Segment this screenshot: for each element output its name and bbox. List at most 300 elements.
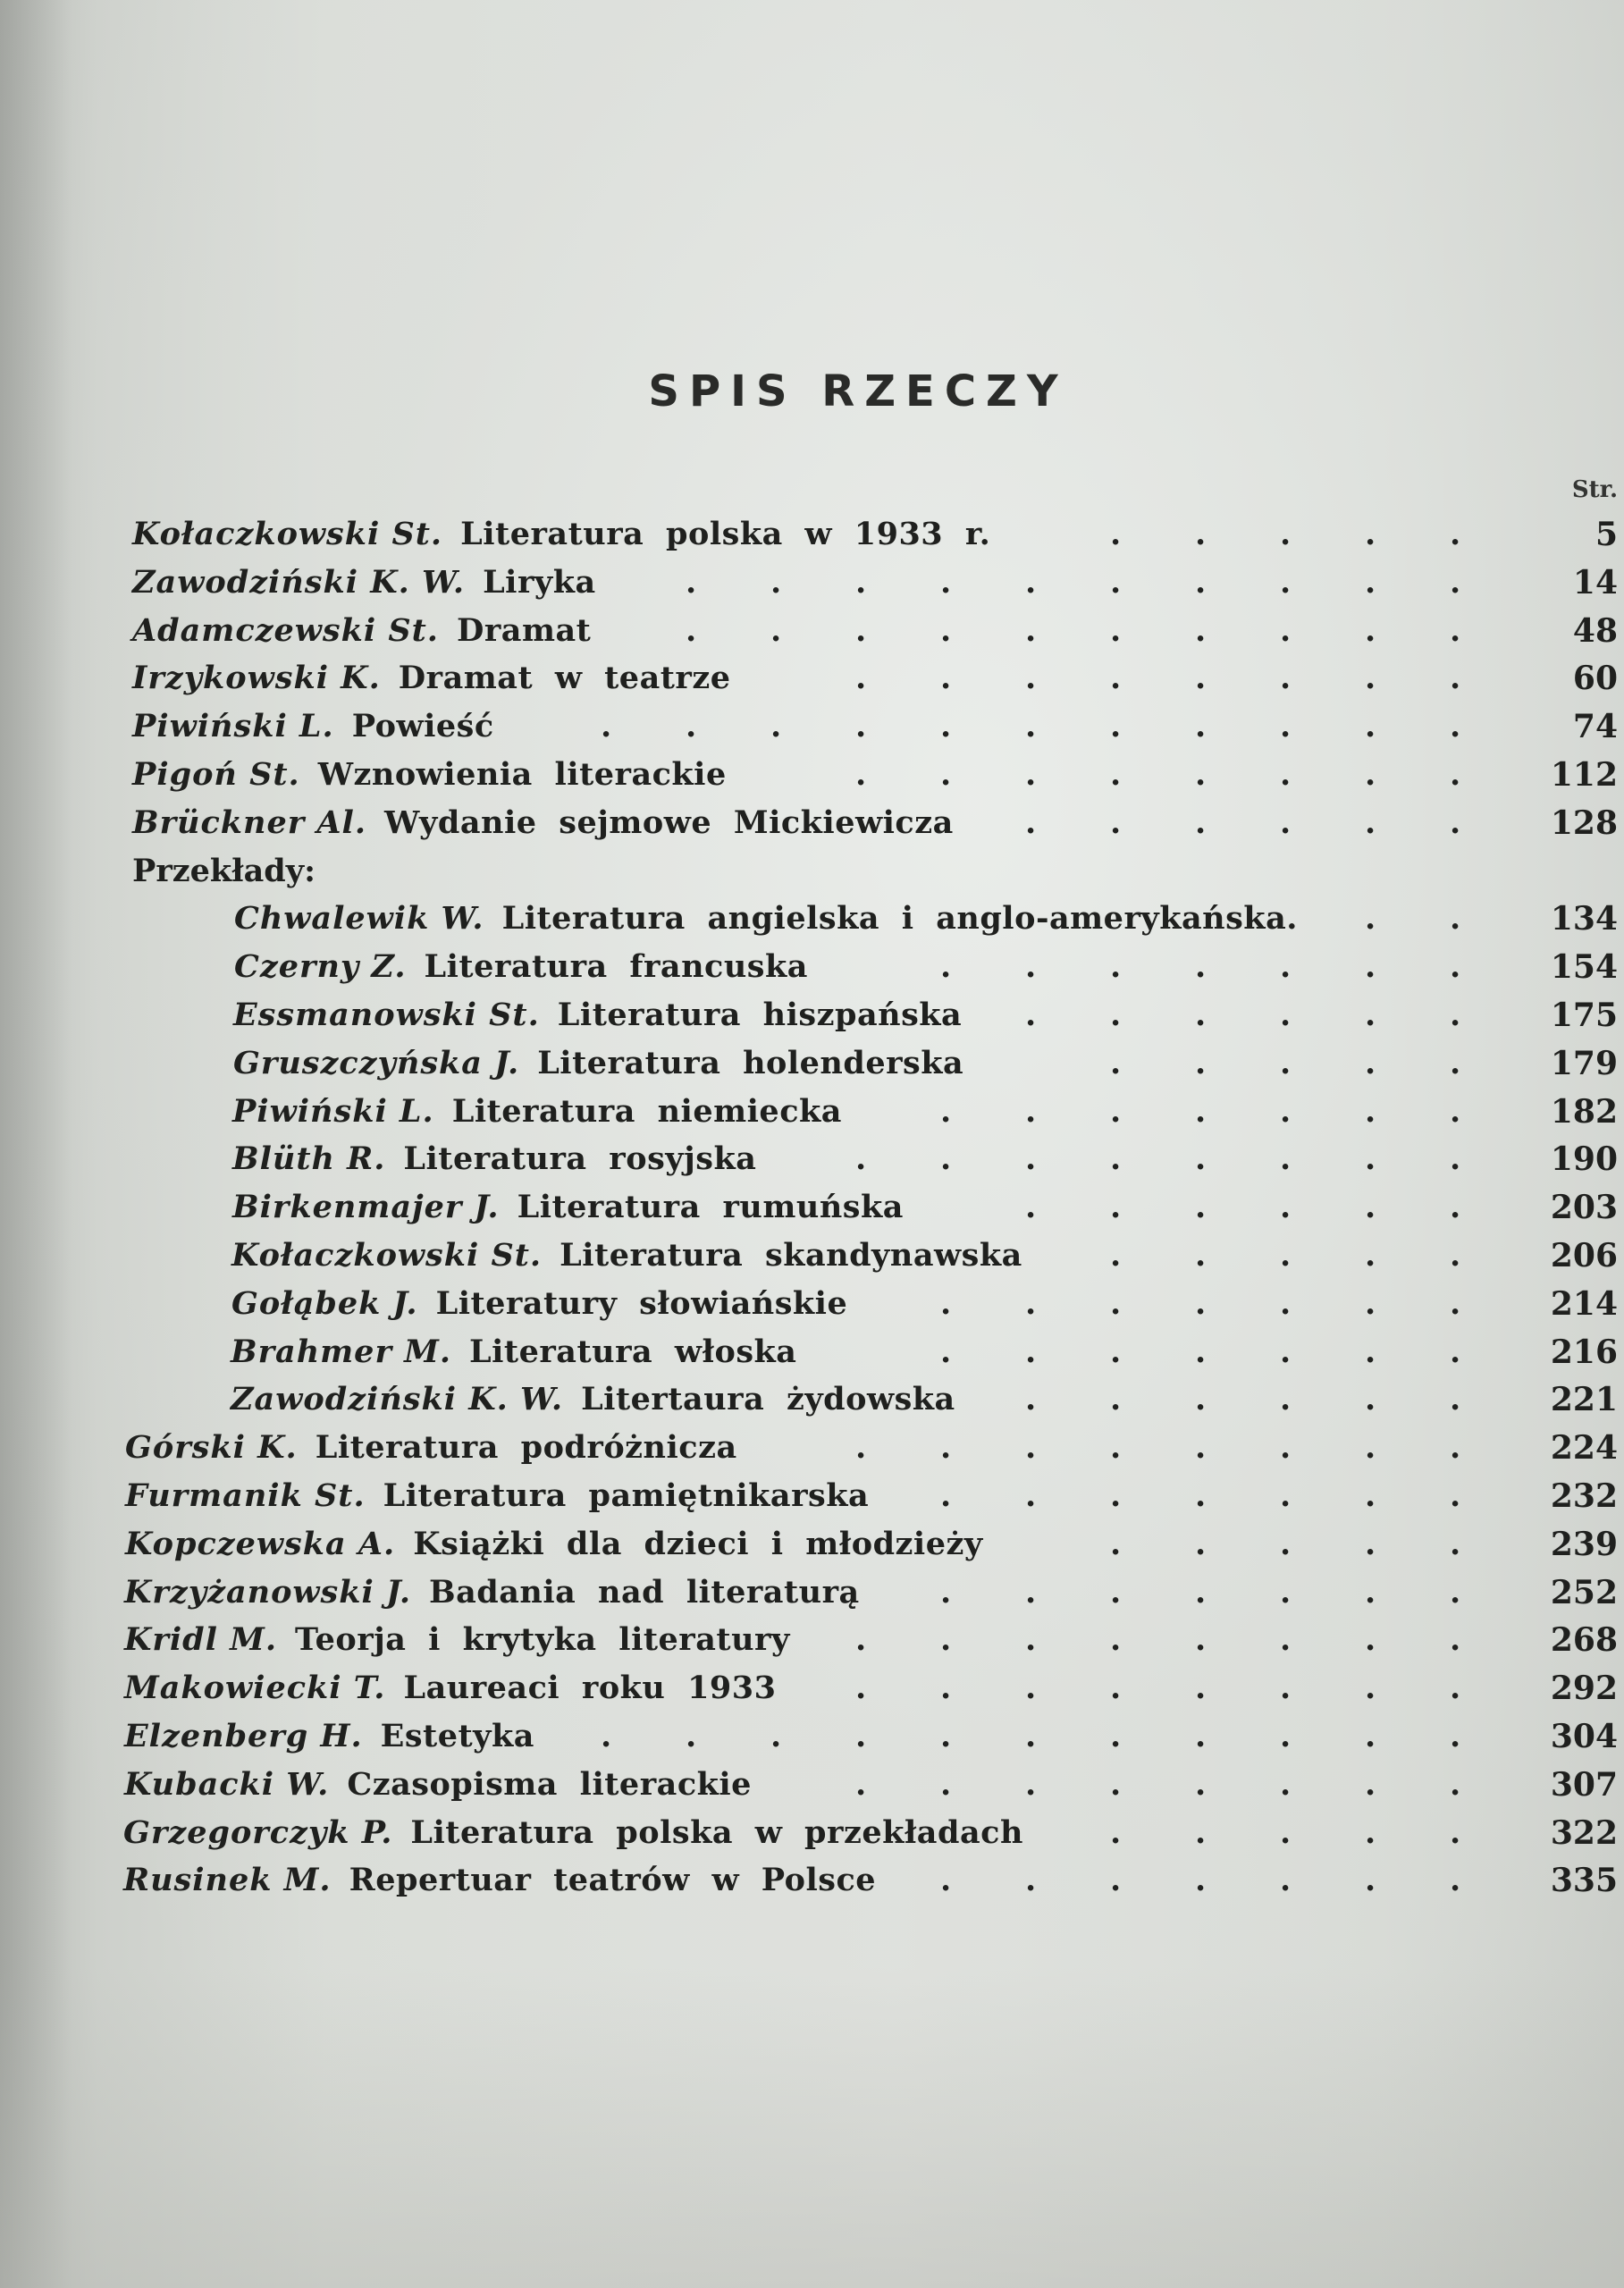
leader-dot: . [1280,1189,1292,1226]
leader-dot: . [1025,1092,1037,1130]
toc-entry-page-number: 14 [1572,563,1618,601]
leader-dot: . [1365,803,1376,841]
toc-entry-title: Literatura podróżnicza [315,1429,737,1467]
leader-dot: . [1280,660,1292,697]
leader-dot: . [1195,1044,1207,1081]
toc-entry-text [124,1762,752,1807]
leader-dot: . [855,611,867,649]
leader-dot: . [1195,1237,1207,1274]
leader-dot: . [1195,756,1207,793]
toc-entry-title: Powieść [351,708,494,745]
toc-entry-author: Brahmer M. [231,1333,452,1370]
toc-entry-page-number: 60 [1572,660,1618,698]
leader-dot: . [1110,563,1122,601]
toc-entry-author: Blüth R. [232,1140,386,1178]
leader-dot: . [1450,1381,1461,1418]
leader-dot: . [1280,756,1292,793]
leader-dot: . [1025,1284,1037,1322]
leader-dot: . [1365,660,1376,697]
leader-dot: . [855,1670,867,1707]
toc-entry [0,1714,1624,1759]
leader-dot: . [1365,756,1376,793]
leader-dot: . [1450,1621,1461,1659]
leader-dot: . [940,1862,952,1899]
leader-dot: . [1110,803,1122,841]
leader-dot: . [1280,948,1292,986]
toc-entry-text [132,753,727,797]
leader-dot: . [1450,611,1461,649]
leader-dot: . [1450,1140,1461,1178]
toc-entry-page-number: 190 [1550,1140,1618,1179]
leader-dot: . [1450,516,1461,552]
toc-entry-title: Literatura skandynawska [560,1237,1022,1274]
leader-dot: . [855,660,867,697]
leader-dot: . [1110,1284,1122,1322]
leader-dot: . [1280,708,1292,745]
toc-entry-text [233,1041,963,1086]
leader-dot: . [1450,756,1461,793]
toc-entry-text [232,1089,842,1134]
leader-dot: . [1195,1189,1207,1226]
leader-dot: . [1365,1621,1376,1659]
leader-dot: . [1450,1189,1461,1226]
toc-entry-author: Zawodziński K. W. [132,563,466,601]
leader-dot: . [1365,1813,1376,1851]
leader-dot: . [1280,1140,1292,1178]
leader-dot: . [940,611,952,649]
page-column-label: Str. [1571,476,1618,503]
leader-dot: . [1025,611,1037,649]
leader-dot: . [855,708,867,745]
leader-dot: . [686,708,697,745]
leader-dot: . [1025,803,1037,841]
leader-dot: . [1450,1333,1461,1370]
toc-entry-text [232,1185,904,1230]
toc-entry [0,1666,1624,1711]
toc-entry-text [132,656,731,701]
toc-entry [0,1426,1624,1470]
leader-dot: . [601,1718,612,1754]
leader-dot: . [1365,1525,1376,1562]
toc-entry [0,1570,1624,1615]
leader-dot: . [1280,1718,1292,1754]
leader-dot: . [1365,1237,1376,1274]
leader-dot: . [940,1140,952,1178]
leader-dot: . [1365,1381,1376,1418]
toc-entry-text [132,560,596,605]
leader-dot: . [940,1621,952,1659]
toc-entry-author: Kołaczkowski St. [231,1237,543,1274]
toc-entry-title: Literatury słowiańskie [435,1284,848,1322]
toc-entry-author: Rusinek M. [123,1862,332,1899]
leader-dot: . [1110,1333,1122,1370]
toc-entry-page-number: 232 [1550,1477,1618,1515]
leader-dot: . [1025,1765,1037,1803]
toc-entry [0,512,1624,557]
leader-dot: . [1025,563,1037,601]
leader-dot: . [770,1718,782,1754]
toc-entry-text [124,1666,776,1711]
leader-dot: . [940,948,952,986]
leader-dot: . [1365,1670,1376,1707]
toc-entry-text [231,1282,847,1326]
toc-entry-text [125,1474,869,1518]
toc-entry-author: Makowiecki T. [124,1670,386,1707]
leader-dot: . [855,1718,867,1754]
leader-dot: . [1195,803,1207,841]
leader-dot: . [1025,1862,1037,1899]
toc-entry-title: Dramat w teatrze [398,660,731,697]
leader-dot: . [1025,1718,1037,1754]
toc-entry-title: Dramat [457,611,592,649]
toc-entry [0,1282,1624,1326]
toc-entry-title: Literatura pamiętnikarska [383,1477,870,1514]
toc-entry [0,1041,1624,1086]
toc-entry-page-number: 112 [1550,756,1618,794]
toc-entry-author: Chwalewik W. [234,900,484,938]
toc-entry-text [234,896,1298,941]
leader-dot: . [1450,803,1461,841]
toc-entry-title: Laureaci roku 1933 [403,1670,777,1707]
leader-dot: . [1280,1813,1292,1851]
leader-dot: . [1110,1044,1122,1081]
toc-entry-title: Książki dla dzieci i młodzieży [413,1525,983,1562]
toc-entry-title: Literatura rumuńska [517,1189,904,1226]
toc-entry-title: Literatura włoska [469,1333,797,1370]
leader-dot: . [1280,1525,1292,1562]
leader-dot: . [1450,1477,1461,1514]
toc-entry-text [234,945,808,989]
leader-dot: . [1110,948,1122,986]
leader-dot: . [1365,1573,1376,1611]
leader-dot: . [1110,1670,1122,1707]
toc-entry-author: Essmanowski St. [233,997,540,1033]
leader-dot: . [1280,1092,1292,1130]
leader-dot: . [1110,1429,1122,1467]
leader-dot: . [855,756,867,793]
toc-entry [0,945,1624,989]
leader-dot: . [1365,1862,1376,1899]
leader-dot: . [1195,1621,1207,1659]
toc-entry-text [125,1522,983,1567]
leader-dot: . [1195,1573,1207,1611]
toc-entry-title: Teorja i krytyka literatury [295,1621,790,1659]
leader-dot: . [1195,1381,1207,1418]
toc-entry-author: Górski K. [125,1429,298,1467]
toc-entry [0,753,1624,797]
leader-dot: . [1195,516,1207,552]
toc-entry [0,1811,1624,1855]
toc-entry-page-number: 304 [1550,1718,1618,1755]
leader-dot: . [1365,1333,1376,1370]
leader-dot: . [1110,1189,1122,1226]
leader-dot: . [1110,660,1122,697]
leader-dot: . [940,708,952,745]
leader-dot: . [940,756,952,793]
toc-entry-title: Czasopisma literackie [347,1765,752,1803]
toc-entry [0,1474,1624,1518]
leader-dot: . [1110,1718,1122,1754]
toc-entry-author: Krzyżanowski J. [124,1573,412,1611]
toc-entry-author: Zawodziński K. W. [231,1381,564,1418]
toc-entry-page-number: 48 [1572,611,1618,650]
toc-entry [0,1330,1624,1375]
leader-dot: . [940,563,952,601]
toc-entry-title: Literatura polska w przekładach [410,1813,1023,1851]
toc-entry-page-number: 307 [1550,1765,1618,1804]
page-title: SPIS RZECZY [648,366,1068,416]
toc-entry-author: Furmanik St. [125,1477,366,1514]
leader-dot: . [1450,708,1461,745]
leader-dot: . [1280,803,1292,841]
leader-dot: . [940,1573,952,1611]
toc-entry-title: Liryka [483,563,596,601]
toc-entry-author: Kołaczkowski St. [132,516,443,552]
leader-dot: . [1280,1429,1292,1467]
leader-dot: . [1280,1284,1292,1322]
leader-dot: . [855,1140,867,1178]
leader-dot: . [1110,997,1122,1033]
toc-entry-author: Gruszczyńska J. [233,1044,520,1081]
leader-dot: . [940,1429,952,1467]
toc-entry [0,1858,1624,1903]
leader-dot: . [1110,1477,1122,1514]
leader-dot: . [1025,1381,1037,1418]
leader-dot: . [1025,948,1037,986]
leader-dot: . [1280,516,1292,552]
toc-entry-author: Piwiński L. [132,708,334,745]
leader-dot: . [1110,1092,1122,1130]
toc-entry-author: Irzykowski K. [132,660,381,697]
leader-dot: . [1450,1284,1461,1322]
leader-dot: . [1280,997,1292,1033]
leader-dot: . [940,660,952,697]
leader-dot: . [1450,1092,1461,1130]
leader-dot: . [1025,708,1037,745]
toc-entry [0,560,1624,605]
toc-entry-text [231,1233,1022,1278]
leader-dot: . [1195,1765,1207,1803]
leader-dot: . [1195,948,1207,986]
toc-entry-author: Birkenmajer J. [232,1189,500,1226]
leader-dot: . [1450,1525,1461,1562]
toc-entry-author: Gołąbek J. [231,1284,418,1322]
leader-dot: . [1195,1429,1207,1467]
toc-entry-title: Repertuar teatrów w Polsce [349,1862,877,1899]
leader-dot: . [1280,1381,1292,1418]
toc-entry-page-number: 74 [1572,708,1618,746]
leader-dot: . [1195,1092,1207,1130]
toc-entry-page-number: 154 [1550,948,1618,987]
leader-dot: . [1110,1765,1122,1803]
leader-dot: . [1025,1670,1037,1707]
toc-entry-page-number: 5 [1595,516,1618,553]
toc-entry [0,801,1624,845]
toc-entry-page-number: 216 [1550,1333,1618,1371]
leader-dot: . [1195,1813,1207,1851]
leader-dot: . [1280,563,1292,601]
leader-dot: . [1280,1477,1292,1514]
toc-entry-text [132,704,494,749]
toc-entry-title: Literatura niemiecka [451,1092,842,1130]
toc-entry [0,656,1624,701]
toc-entry-author: Kubacki W. [124,1765,330,1803]
toc-entry-page-number: 128 [1550,803,1618,842]
toc-entry-page-number: 239 [1550,1525,1618,1563]
toc-entry [0,1137,1624,1182]
leader-dot: . [1280,1670,1292,1707]
leader-dot: . [1110,756,1122,793]
toc-entry [0,1762,1624,1807]
leader-dot: . [1365,1477,1376,1514]
toc-entry-page-number: 214 [1550,1284,1618,1323]
leader-dot: . [1025,1429,1037,1467]
toc-entry-text [132,801,954,845]
leader-dot: . [1365,1284,1376,1322]
leader-dot: . [1195,1718,1207,1754]
leader-dot: . [1280,1237,1292,1274]
leader-dot: . [940,1284,952,1322]
toc-entry-author: Piwiński L. [232,1092,434,1130]
leader-dot: . [1110,1862,1122,1899]
toc-entry-author: Pigoń St. [132,756,300,793]
toc-entry-title: Estetyka [380,1718,534,1754]
leader-dot: . [1365,1092,1376,1130]
leader-dot: . [1365,900,1376,938]
toc-entry [0,1377,1624,1422]
leader-dot: . [940,1333,952,1370]
toc-entry-title: Literatura polska w 1933 r. [460,516,991,552]
leader-dot: . [1025,997,1037,1033]
leader-dot: . [1365,1429,1376,1467]
leader-dot: . [940,1477,952,1514]
leader-dot: . [1280,611,1292,649]
toc-entry-title: Literatura rosyjska [403,1140,757,1178]
leader-dot: . [1025,1333,1037,1370]
leader-dot: . [1025,1477,1037,1514]
leader-dot: . [1110,1381,1122,1418]
leader-dot: . [1365,997,1376,1033]
leader-dot: . [1110,1237,1122,1274]
leader-dot: . [1450,1573,1461,1611]
toc-entry [0,609,1624,653]
leader-dot: . [1025,1189,1037,1226]
leader-dot: . [1450,948,1461,986]
leader-dot: . [1365,563,1376,601]
leader-dot: . [1450,1429,1461,1467]
leader-dot: . [686,563,697,601]
toc-entry-author: Elzenberg H. [124,1718,363,1754]
toc-entry-page-number: 268 [1550,1621,1618,1660]
leader-dot: . [855,1765,867,1803]
toc-entry-page-number: 322 [1550,1813,1618,1852]
toc-entry-text [132,512,990,557]
leader-dot: . [770,611,782,649]
toc-entry-title: Literatura francuska [424,948,808,986]
toc-entry-text [123,1858,876,1903]
toc-entry-author: Brückner Al. [132,803,367,841]
toc-entry [0,1618,1624,1662]
leader-dot: . [1280,1573,1292,1611]
toc-entry-page-number: 335 [1550,1862,1618,1900]
toc-entry-text [124,1618,790,1662]
toc-entry-text [232,1137,756,1182]
toc-entry [0,1233,1624,1278]
toc-entry-page-number: 224 [1550,1429,1618,1468]
toc-entry-text [231,1377,955,1422]
leader-dot: . [1195,660,1207,697]
toc-entry-author: Kopczewska A. [125,1525,396,1562]
leader-dot: . [855,563,867,601]
leader-dot: . [1195,1525,1207,1562]
leader-dot: . [1195,1333,1207,1370]
leader-dot: . [1450,1813,1461,1851]
leader-dot: . [940,1670,952,1707]
toc-entry-title: Wydanie sejmowe Mickiewicza [384,803,954,841]
toc-entry-title: Litertaura żydowska [581,1381,955,1418]
leader-dot: . [1110,1525,1122,1562]
toc-entry-author: Grzegorczyk P. [123,1813,393,1851]
toc-entry-text [125,1426,737,1470]
toc-entry-title: Wznowienia literackie [317,756,727,793]
leader-dot: . [1365,708,1376,745]
leader-dot: . [1110,611,1122,649]
leader-dot: . [1365,611,1376,649]
leader-dot: . [940,1092,952,1130]
leader-dot: . [1195,611,1207,649]
toc-entry-page-number: 179 [1550,1044,1618,1082]
leader-dot: . [1025,1140,1037,1178]
leader-dot: . [1450,1765,1461,1803]
leader-dot: . [1110,1140,1122,1178]
toc-entry-text [233,993,962,1038]
leader-dot: . [1280,1333,1292,1370]
toc-entry-page-number: 292 [1550,1670,1618,1708]
leader-dot: . [855,1429,867,1467]
leader-dot: . [1195,1140,1207,1178]
leader-dot: . [1110,516,1122,552]
toc-entry-text [124,1570,860,1615]
toc-entry [0,993,1624,1038]
leader-dot: . [1280,1765,1292,1803]
leader-dot: . [1365,1044,1376,1081]
leader-dot: . [1365,1718,1376,1754]
leader-dot: . [1110,708,1122,745]
leader-dot: . [1280,1621,1292,1659]
leader-dot: . [1025,1573,1037,1611]
toc-entry-title: Literatura hiszpańska [557,997,963,1033]
leader-dot: . [1450,900,1461,938]
toc-entry-text [231,1330,796,1375]
toc-entry-author: Czerny Z. [234,948,407,986]
toc-entry-page-number: 175 [1550,997,1618,1034]
leader-dot: . [1025,756,1037,793]
leader-dot: . [1365,1189,1376,1226]
leader-dot: . [686,611,697,649]
toc-entry-author: Kridl M. [124,1621,278,1659]
toc-entry-page-number: 221 [1550,1381,1618,1419]
leader-dot: . [1195,708,1207,745]
leader-dot: . [1450,1044,1461,1081]
toc-entry-author: Adamczewski St. [132,611,439,649]
toc-entry [0,896,1624,941]
toc-entry-page-number: 206 [1550,1237,1618,1274]
leader-dot: . [940,1765,952,1803]
leader-dot: . [1450,1862,1461,1899]
leader-dot: . [1450,563,1461,601]
leader-dot: . [1110,1621,1122,1659]
toc-entry-page-number: 182 [1550,1092,1618,1131]
